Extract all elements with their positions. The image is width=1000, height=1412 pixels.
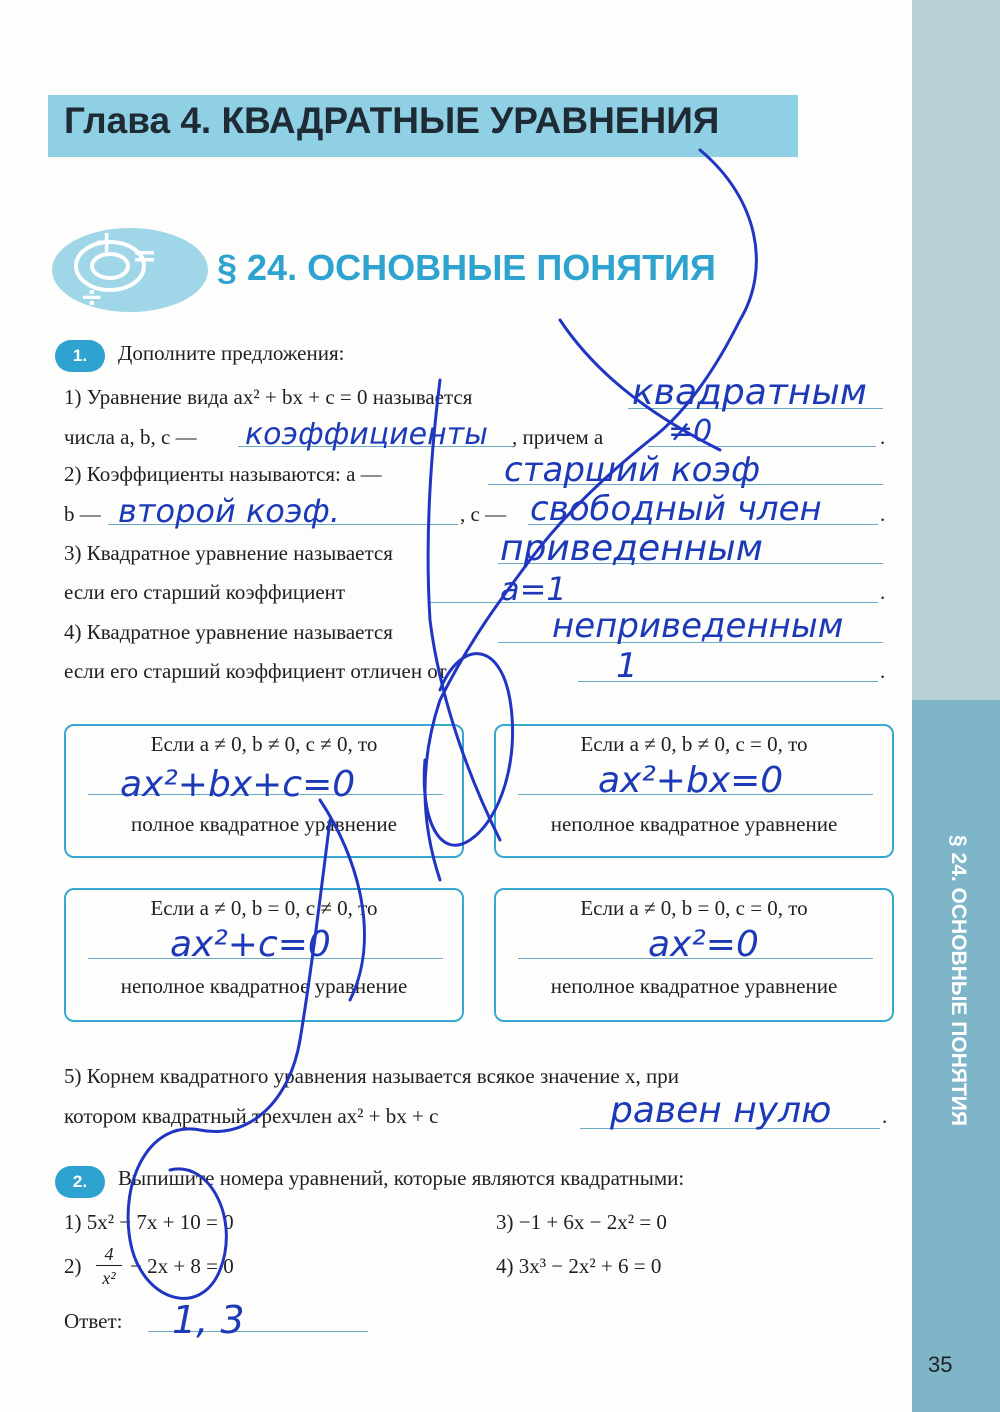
sentence-2b: b — bbox=[64, 502, 101, 526]
sentence-4b: если его старший коэффициент отличен от bbox=[64, 659, 447, 683]
equation-2-denominator: x² bbox=[102, 1268, 116, 1288]
page-number: 35 bbox=[928, 1352, 953, 1377]
sentence-1a: 1) Уравнение вида ax² + bx + c = 0 называется bbox=[64, 385, 473, 409]
case-condition: Если a ≠ 0, b ≠ 0, c ≠ 0, то bbox=[150, 732, 378, 756]
sentence-5a: 5) Корнем квадратного уравнения называется всякое значение x, при bbox=[64, 1064, 679, 1088]
case-condition: Если a ≠ 0, b = 0, c = 0, то bbox=[580, 896, 808, 920]
handwritten-answer: 1 bbox=[616, 646, 638, 686]
task-number-badge: 2. bbox=[55, 1166, 105, 1198]
equation-1: 1) 5x² − 7x + 10 = 0 bbox=[64, 1210, 234, 1234]
handwritten-answer: ax²+bx=0 bbox=[598, 760, 784, 801]
svg-text:+: + bbox=[94, 225, 120, 260]
period: . bbox=[880, 425, 886, 449]
handwritten-answer: свободный член bbox=[530, 489, 822, 529]
section-title: § 24. ОСНОВНЫЕ ПОНЯТИЯ bbox=[217, 247, 716, 288]
case-result: неполное квадратное уравнение bbox=[120, 974, 408, 998]
task-number-badge: 1. bbox=[55, 340, 105, 372]
equation-2-numerator: 4 bbox=[96, 1244, 122, 1266]
sentence-1c: , причем a bbox=[512, 425, 604, 449]
equation-2-prefix: 2) bbox=[64, 1254, 82, 1278]
sentence-3a: 3) Квадратное уравнение называется bbox=[64, 541, 393, 565]
handwritten-answer: ≠0 bbox=[668, 414, 713, 449]
side-section-label: § 24. ОСНОВНЫЕ ПОНЯТИЯ bbox=[947, 835, 970, 1126]
period: . bbox=[882, 1104, 888, 1128]
handwritten-answer: ax²+bx+c=0 bbox=[120, 764, 356, 805]
handwritten-answer: приведенным bbox=[500, 528, 763, 569]
period: . bbox=[880, 659, 886, 683]
case-condition: Если a ≠ 0, b = 0, c ≠ 0, то bbox=[150, 896, 378, 920]
svg-text:÷: ÷ bbox=[80, 280, 104, 313]
equation-3: 3) −1 + 6x − 2x² = 0 bbox=[496, 1210, 667, 1234]
handwritten-answer: 1, 3 bbox=[172, 1298, 245, 1342]
handwritten-answer: ax²=0 bbox=[648, 924, 759, 965]
case-condition: Если a ≠ 0, b ≠ 0, c = 0, то bbox=[580, 732, 808, 756]
case-result: неполное квадратное уравнение bbox=[550, 812, 838, 836]
sentence-3b: если его старший коэффициент bbox=[64, 580, 346, 604]
sentence-5b: котором квадратный трехчлен ax² + bx + c bbox=[64, 1104, 439, 1128]
task-prompt: Выпишите номера уравнений, которые являются квадратными: bbox=[118, 1166, 685, 1190]
handwritten-answer: старший коэф bbox=[504, 450, 761, 490]
period: . bbox=[880, 580, 886, 604]
case-result: полное квадратное уравнение bbox=[131, 812, 397, 836]
case-result: неполное квадратное уравнение bbox=[550, 974, 838, 998]
handwritten-answer: ax²+c=0 bbox=[170, 924, 331, 965]
sentence-4a: 4) Квадратное уравнение называется bbox=[64, 620, 393, 644]
answer-label: Ответ: bbox=[64, 1309, 123, 1333]
task-prompt: Дополните предложения: bbox=[118, 341, 345, 365]
sentence-2c: , c — bbox=[460, 502, 507, 526]
sentence-2a: 2) Коэффициенты называются: a — bbox=[64, 462, 382, 486]
handwritten-answer: равен нулю bbox=[610, 1090, 832, 1131]
handwritten-answer: a=1 bbox=[500, 570, 567, 608]
chapter-title: Глава 4. КВАДРАТНЫЕ УРАВНЕНИЯ bbox=[64, 100, 720, 141]
handwritten-answer: квадратным bbox=[632, 372, 867, 413]
handwritten-answer: неприведенным bbox=[552, 606, 844, 646]
svg-text:=: = bbox=[132, 239, 158, 274]
equation-2-rest: − 2x + 8 = 0 bbox=[130, 1254, 234, 1278]
handwritten-answer: коэффициенты bbox=[245, 417, 488, 452]
sentence-1b: числа a, b, c — bbox=[64, 425, 197, 449]
period: . bbox=[880, 502, 886, 526]
equation-4: 4) 3x³ − 2x² + 6 = 0 bbox=[496, 1254, 662, 1278]
handwritten-answer: второй коэф. bbox=[118, 492, 340, 530]
